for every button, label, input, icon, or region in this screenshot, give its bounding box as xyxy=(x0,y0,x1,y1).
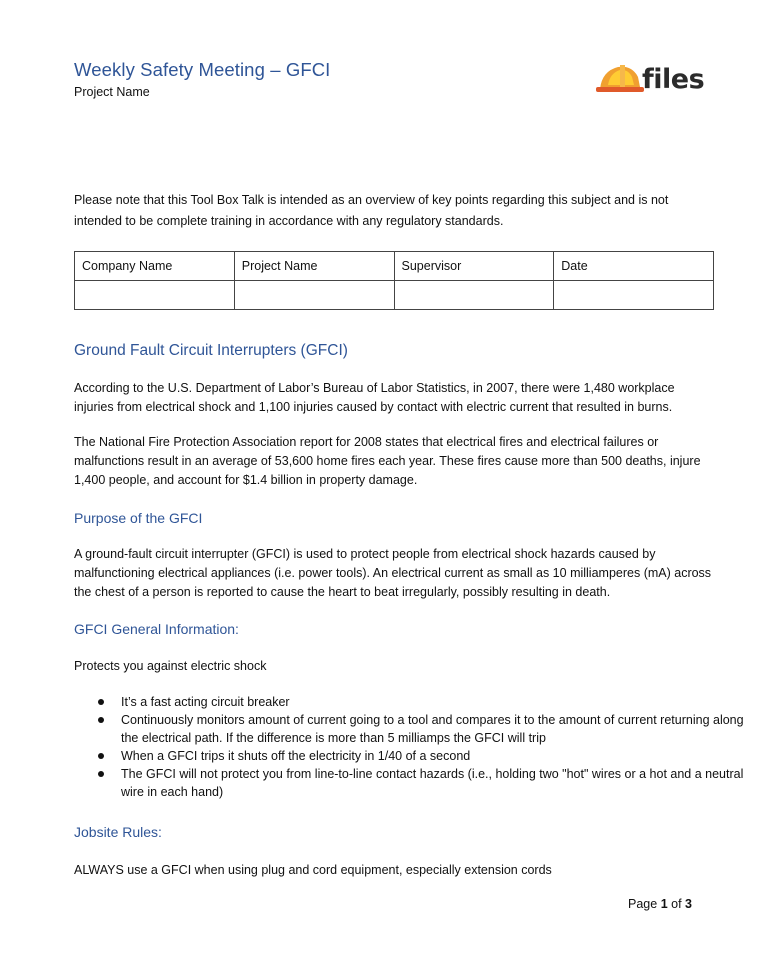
bullet-icon xyxy=(98,699,104,705)
project-name-subtitle: Project Name xyxy=(74,85,150,99)
purpose-section-heading: Purpose of the GFCI xyxy=(74,510,203,526)
company-name-header: Company Name xyxy=(75,252,235,281)
table-header-row xyxy=(75,252,714,281)
project-name-cell[interactable] xyxy=(234,281,394,310)
date-header: Date xyxy=(554,252,714,281)
project-name-header: Project Name xyxy=(234,252,394,281)
document-title: Weekly Safety Meeting – GFCI xyxy=(74,59,331,80)
list-item: The GFCI will not protect you from line-to-line contact hazards (i.e., holding two "hot" wires or a hot and a neutral wire in each hand) xyxy=(74,765,746,801)
bullet-icon xyxy=(98,753,104,759)
files-logo xyxy=(594,58,724,100)
general-info-list xyxy=(74,693,746,801)
purpose-paragraph: A ground-fault circuit interrupter (GFCI) is used to protect people from electrical shock hazards caused by malfunctioning electrical appliances (i.e. power tools). An electrical current as small as 10 milliamperes (mA) across the chest of a person is reported to cause the heart to beat irregularly, possibly resulting in death. xyxy=(74,547,712,599)
logo-wordmark: files xyxy=(642,63,705,95)
general-info-lead: Protects you against electric shock xyxy=(74,659,267,673)
table-value-row xyxy=(75,281,714,310)
jobsite-rules-heading: Jobsite Rules: xyxy=(74,824,162,840)
list-item: It’s a fast acting circuit breaker xyxy=(74,693,746,711)
fire-statistics-paragraph: The National Fire Protection Association report for 2008 states that electrical fires and electrical failures or malfunctions result in an average of 53,600 home fires each year. These fires cause more than 500 deaths, injure 1,400 people, and account for $1.4 billion in property damage. xyxy=(74,435,701,487)
jobsite-rules-paragraph: ALWAYS use a GFCI when using plug and cord equipment, especially extension cords xyxy=(74,863,552,877)
gfci-statistics-paragraph: According to the U.S. Department of Labor’s Bureau of Labor Statistics, in 2007, there were 1,480 workplace injuries from electrical shock and 1,100 injuries caused by contact with electric current that resulted in burns. xyxy=(74,381,675,414)
gfci-section-heading: Ground Fault Circuit Interrupters (GFCI) xyxy=(74,342,348,359)
bullet-icon xyxy=(98,717,104,723)
supervisor-cell[interactable] xyxy=(394,281,554,310)
meeting-info-table xyxy=(74,251,714,310)
date-cell[interactable] xyxy=(554,281,714,310)
page-number-footer: Page 1 of 3 xyxy=(628,897,692,911)
company-name-cell[interactable] xyxy=(75,281,235,310)
list-item: Continuously monitors amount of current going to a tool and compares it to the amount of current returning along the electrical path. If the difference is more than 5 milliamps the GFCI will trip xyxy=(74,711,746,747)
supervisor-header: Supervisor xyxy=(394,252,554,281)
bullet-icon xyxy=(98,771,104,777)
list-item: When a GFCI trips it shuts off the electricity in 1/40 of a second xyxy=(74,747,746,765)
intro-disclaimer: Please note that this Tool Box Talk is intended as an overview of key points regarding this subject and is not intended to be complete training in accordance with any regulatory standards. xyxy=(74,193,669,228)
general-info-heading: GFCI General Information: xyxy=(74,621,239,637)
